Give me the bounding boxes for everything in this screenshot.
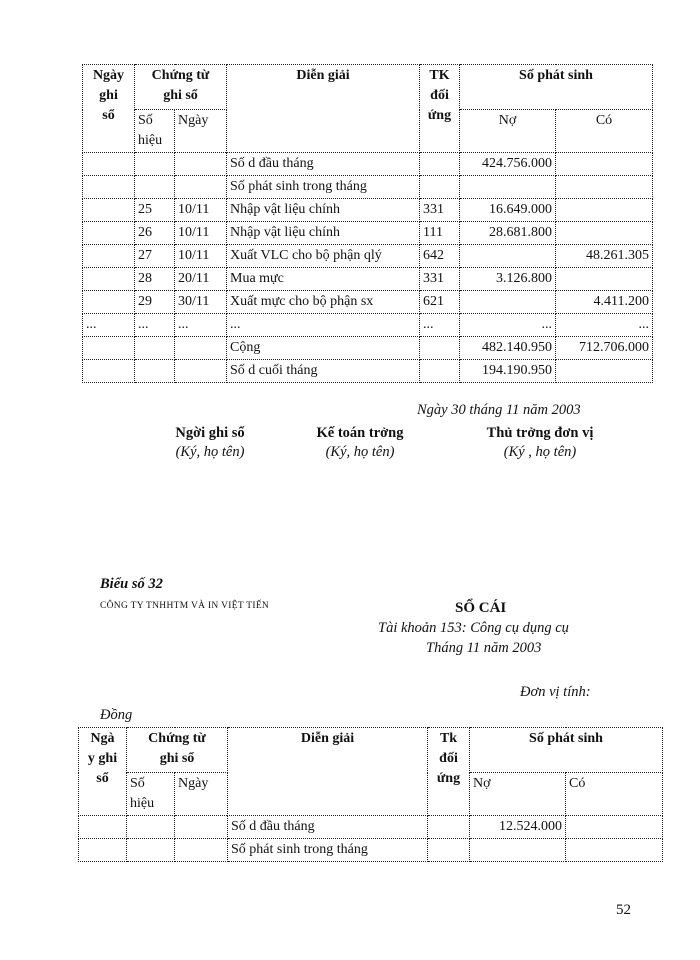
- table-cell: 194.190.950: [460, 360, 556, 383]
- header-no: Nợ: [470, 773, 566, 816]
- table-row: [79, 816, 663, 839]
- table-cell: [556, 222, 653, 245]
- table-cell: ...: [175, 314, 227, 337]
- table-cell: [135, 337, 175, 360]
- header-dien-giai: Diễn giải: [227, 65, 420, 153]
- table-cell: [428, 816, 470, 839]
- table-cell: [83, 360, 135, 383]
- table-cell: 331: [420, 268, 460, 291]
- table-cell: [175, 153, 227, 176]
- header-so-hieu: Số hiệu: [135, 110, 175, 153]
- signature-title: Ngời ghi sổ: [175, 425, 245, 441]
- table-cell: 642: [420, 245, 460, 268]
- table-cell: ...: [556, 314, 653, 337]
- table-cell: [83, 222, 135, 245]
- table-cell: [556, 176, 653, 199]
- table-cell: [556, 199, 653, 222]
- header-ngay-ghi-so: Ngày ghi sổ: [83, 65, 135, 153]
- ledger-month: Tháng 11 năm 2003: [426, 640, 542, 656]
- table-cell: [460, 291, 556, 314]
- table-cell: 30/11: [175, 291, 227, 314]
- table-row: [83, 337, 653, 360]
- table-cell: 3.126.800: [460, 268, 556, 291]
- table-cell: Số phát sinh trong tháng: [228, 839, 428, 862]
- table-cell: 10/11: [175, 199, 227, 222]
- table-cell: [135, 176, 175, 199]
- table-row: [83, 176, 653, 199]
- table-cell: 424.756.000: [460, 153, 556, 176]
- table-row: [83, 222, 653, 245]
- table-row: [83, 314, 653, 337]
- table-cell: [420, 153, 460, 176]
- table-cell: ...: [83, 314, 135, 337]
- page-number: 52: [616, 902, 631, 918]
- header-tk-doi-ung: TK đối ứng: [420, 65, 460, 153]
- signature-subtitle: (Ký, họ tên): [175, 444, 245, 460]
- table-cell: 111: [420, 222, 460, 245]
- table-cell: [556, 153, 653, 176]
- table-cell: 25: [135, 199, 175, 222]
- header-co: Có: [566, 773, 663, 816]
- header-ngay-ghi-so: Ngà y ghi sổ: [79, 728, 127, 816]
- signature-subtitle: (Ký , họ tên): [503, 444, 577, 460]
- table-cell: Mua mực: [227, 268, 420, 291]
- header-ngay: Ngày: [175, 773, 228, 816]
- table-cell: Cộng: [227, 337, 420, 360]
- table-cell: [420, 176, 460, 199]
- table-cell: [428, 839, 470, 862]
- table-cell: [556, 268, 653, 291]
- table-row: [83, 153, 653, 176]
- table-cell: [175, 337, 227, 360]
- header-chung-tu: Chứng từ ghi sổ: [127, 728, 228, 773]
- table-cell: [79, 816, 127, 839]
- unit-value: Đồng: [100, 707, 133, 723]
- table-cell: 10/11: [175, 245, 227, 268]
- table-cell: [420, 360, 460, 383]
- table-cell: 621: [420, 291, 460, 314]
- table-cell: 28: [135, 268, 175, 291]
- table-cell: [175, 176, 227, 199]
- table-cell: [135, 360, 175, 383]
- account-name: Tài khoản 153: Công cụ dụng cụ: [378, 620, 569, 636]
- header-so-phat-sinh: Số phát sinh: [470, 728, 663, 773]
- table-cell: Xuất VLC cho bộ phận qlý: [227, 245, 420, 268]
- table-cell: 16.649.000: [460, 199, 556, 222]
- table-cell: 26: [135, 222, 175, 245]
- table-cell: 27: [135, 245, 175, 268]
- table-cell: 4.411.200: [556, 291, 653, 314]
- table-cell: 29: [135, 291, 175, 314]
- table-row: [83, 291, 653, 314]
- table-cell: [420, 337, 460, 360]
- header-tk-doi-ung: Tk đối ứng: [428, 728, 470, 816]
- table-row: [83, 268, 653, 291]
- table-cell: [566, 816, 663, 839]
- table-cell: 712.706.000: [556, 337, 653, 360]
- signature-block-accountant: [300, 425, 420, 461]
- table-cell: Xuất mực cho bộ phận sx: [227, 291, 420, 314]
- table-cell: [83, 199, 135, 222]
- table-cell: Số d đầu tháng: [228, 816, 428, 839]
- ledger-title: SỔ CÁI: [455, 600, 507, 616]
- table-cell: [83, 245, 135, 268]
- table-cell: [566, 839, 663, 862]
- table-row: [79, 839, 663, 862]
- table-cell: [175, 816, 228, 839]
- header-co: Có: [556, 110, 653, 153]
- ledger-table-1: [82, 64, 653, 383]
- signature-subtitle: (Ký, họ tên): [325, 444, 395, 460]
- table-cell: 28.681.800: [460, 222, 556, 245]
- header-so-hieu: Số hiệu: [127, 773, 175, 816]
- table-cell: [470, 839, 566, 862]
- table-cell: [83, 291, 135, 314]
- table-cell: [460, 176, 556, 199]
- company-name: CÔNG TY TNHHTM VÀ IN VIỆT TIẾN: [100, 601, 270, 611]
- table-cell: [175, 839, 228, 862]
- table-row: [83, 245, 653, 268]
- table-cell: [127, 816, 175, 839]
- table-cell: 20/11: [175, 268, 227, 291]
- table-cell: [127, 839, 175, 862]
- signature-title: Thủ trởng đơn vị: [486, 425, 594, 441]
- table-cell: ...: [135, 314, 175, 337]
- table-cell: 331: [420, 199, 460, 222]
- table-cell: ...: [460, 314, 556, 337]
- table-cell: [83, 153, 135, 176]
- table-cell: 12.524.000: [470, 816, 566, 839]
- signature-block-director: [460, 425, 620, 461]
- table-cell: [79, 839, 127, 862]
- table-cell: [175, 360, 227, 383]
- table-cell: 48.261.305: [556, 245, 653, 268]
- bieu-so-label: Biểu số 32: [100, 576, 163, 592]
- header-no: Nợ: [460, 110, 556, 153]
- table-cell: ...: [420, 314, 460, 337]
- table-cell: Số d cuối tháng: [227, 360, 420, 383]
- ledger-table-2: [78, 727, 663, 862]
- header-dien-giai: Diễn giải: [228, 728, 428, 816]
- table-cell: Số phát sinh trong tháng: [227, 176, 420, 199]
- signature-date: Ngày 30 tháng 11 năm 2003: [417, 402, 581, 418]
- table-cell: 10/11: [175, 222, 227, 245]
- table-cell: [83, 268, 135, 291]
- table-row: [83, 360, 653, 383]
- table-cell: [460, 245, 556, 268]
- header-so-phat-sinh: Số phát sinh: [460, 65, 653, 110]
- table-cell: Nhập vật liệu chính: [227, 199, 420, 222]
- table-cell: [556, 360, 653, 383]
- header-chung-tu: Chứng từ ghi sổ: [135, 65, 227, 110]
- table-cell: Nhập vật liệu chính: [227, 222, 420, 245]
- header-ngay: Ngày: [175, 110, 227, 153]
- signature-title: Kế toán trởng: [316, 425, 404, 441]
- table-cell: Số d đầu tháng: [227, 153, 420, 176]
- table-cell: 482.140.950: [460, 337, 556, 360]
- table-row: [83, 199, 653, 222]
- table-cell: ...: [227, 314, 420, 337]
- table-cell: [83, 176, 135, 199]
- unit-label: Đơn vị tính:: [520, 684, 591, 700]
- signature-block-recorder: [150, 425, 270, 461]
- table-cell: [83, 337, 135, 360]
- table-cell: [135, 153, 175, 176]
